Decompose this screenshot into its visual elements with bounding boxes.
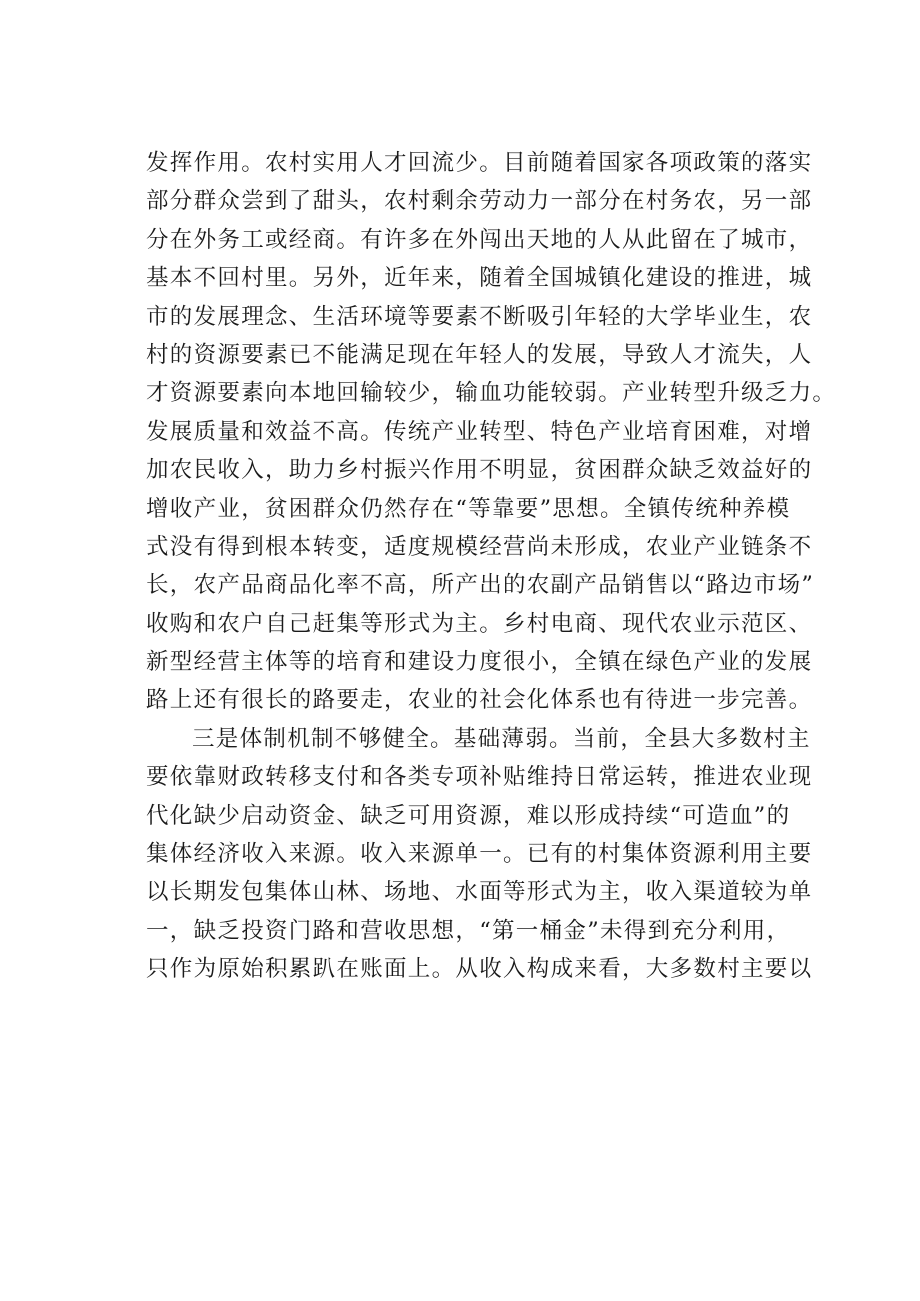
text-line: 增收产业，贫困群众仍然存在“等靠要”思想。全镇传统种养模: [146, 495, 791, 522]
text-line: 市的发展理念、生活环境等要素不断吸引年轻的大学毕业生，农: [146, 303, 813, 330]
text-line: 集体经济收入来源。收入来源单一。已有的村集体资源利用主要: [146, 841, 813, 868]
text-line: 以长期发包集体山林、场地、水面等形式为主，收入渠道较为单: [146, 879, 813, 906]
text-line: 新型经营主体等的培育和建设力度很小，全镇在绿色产业的发展: [146, 649, 813, 676]
text-line: 村的资源要素已不能满足现在年轻人的发展，导致人才流失，人: [146, 341, 813, 368]
text-line: 发展质量和效益不高。传统产业转型、特色产业培育困难，对增: [146, 418, 813, 445]
text-line: 式没有得到根本转变，适度规模经营尚未形成，农业产业链条不: [146, 533, 813, 560]
text-line: 三是体制机制不够健全。基础薄弱。当前，全县大多数村主: [192, 725, 811, 752]
paragraph-2: [146, 720, 813, 989]
document-body: [146, 144, 837, 989]
text-line: 收购和农户自己赶集等形式为主。乡村电商、现代农业示范区、: [146, 610, 813, 637]
text-line: 才资源要素向本地回输较少，输血功能较弱。产业转型升级乏力。: [146, 380, 837, 407]
text-line: 路上还有很长的路要走，农业的社会化体系也有待进一步完善。: [146, 687, 813, 714]
text-line: 只作为原始积累趴在账面上。从收入构成来看，大多数村主要以: [146, 956, 813, 983]
text-line: 长，农产品商品化率不高，所产出的农副产品销售以“路边市场”: [146, 572, 815, 599]
text-line: 要依靠财政转移支付和各类专项补贴维持日常运转，推进农业现: [146, 764, 813, 791]
text-line: 代化缺少启动资金、缺乏可用资源，难以形成持续“可造血”的: [146, 802, 791, 829]
text-line: 一，缺乏投资门路和营收思想，“第一桶金”未得到充分利用，: [146, 917, 791, 944]
text-line: 基本不回村里。另外，近年来，随着全国城镇化建设的推进，城: [146, 265, 813, 292]
text-line: 发挥作用。农村实用人才回流少。目前随着国家各项政策的落实: [146, 150, 813, 176]
text-line: 部分群众尝到了甜头，农村剩余劳动力一部分在村务农，另一部: [146, 188, 813, 215]
text-line: 加农民收入，助力乡村振兴作用不明显，贫困群众缺乏效益好的: [146, 457, 813, 484]
text-line: 分在外务工或经商。有许多在外闯出天地的人从此留在了城市，: [146, 226, 813, 253]
paragraph-1: [146, 144, 837, 720]
